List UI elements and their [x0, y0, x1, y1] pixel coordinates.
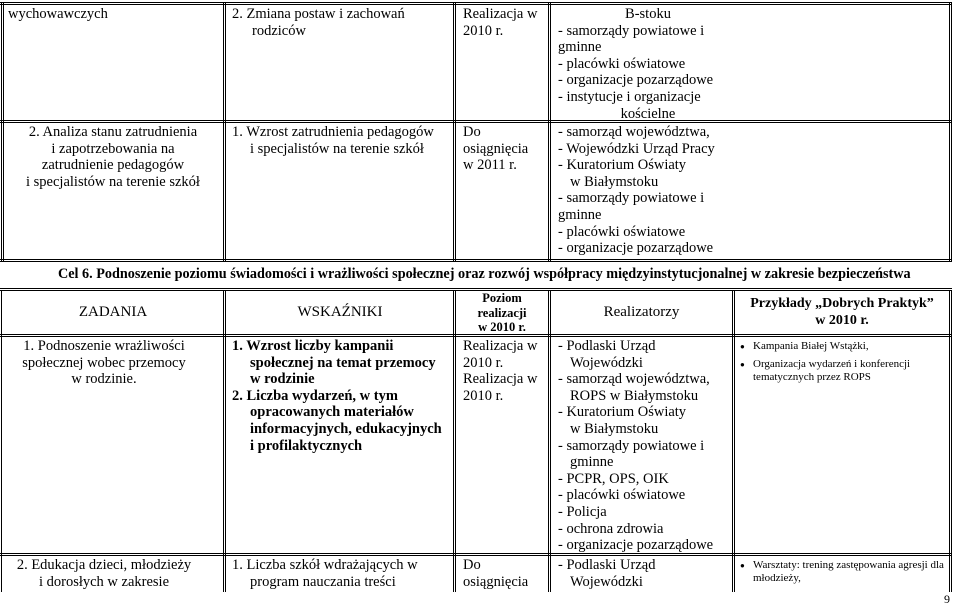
rule	[225, 290, 226, 592]
executors-cell	[558, 557, 732, 590]
rule	[0, 122, 952, 123]
rule	[453, 290, 454, 592]
text-line: - Wojewódzki Urząd Pracy	[558, 140, 715, 157]
text-line: program nauczania treści	[250, 573, 396, 590]
text-line: - ochrona zdrowia	[558, 520, 664, 537]
text-line: 1. Podnoszenie wrażliwości	[23, 338, 185, 354]
level-cell	[463, 557, 547, 590]
text-line: 2. Analiza stanu zatrudnienia	[28, 124, 198, 140]
rule	[0, 555, 952, 556]
text-line: gminne	[558, 39, 602, 56]
text-line	[735, 296, 949, 313]
rule	[548, 290, 549, 592]
text-line: zatrudnienie pedagogów	[41, 157, 185, 174]
text-line: - Podlaski Urząd	[558, 338, 656, 354]
text-line: - placówki oświatowe	[558, 223, 686, 240]
goal-heading: Cel 6. Podnoszenie poziomu świadomości i wrażliwości społecznej oraz rozwój współpracy międzyinstytucjonalnej w zakresie bezpieczeństwa	[58, 266, 911, 282]
text-line: ROPS w Białymstoku	[570, 387, 699, 404]
text-line: w 2010 r.	[478, 320, 526, 334]
rule	[550, 290, 551, 592]
text-line: w 2011 r.	[463, 157, 517, 174]
text-line: 2. Liczba wydarzeń, w tym	[232, 387, 398, 404]
level-cell	[463, 124, 547, 174]
text-line: 1. Wzrost zatrudnienia pedagogów	[232, 124, 434, 140]
executors-cell	[558, 338, 732, 554]
text-line: - Kuratorium Oświaty	[558, 157, 687, 174]
text-line: 1. Wzrost liczby kampanii	[232, 338, 394, 354]
indicator-cell	[232, 338, 452, 454]
rule	[0, 2, 952, 3]
text-line: w 2010 r.	[815, 312, 869, 328]
text-line: - placówki oświatowe	[558, 55, 686, 72]
text-line: w rodzinie	[250, 371, 315, 388]
text-line: Do	[463, 557, 481, 573]
text-line: B-stoku	[625, 6, 671, 22]
rule	[949, 2, 950, 261]
level-cell	[463, 6, 547, 39]
header-poziom	[456, 291, 548, 335]
header-wskazniki: WSKAŹNIKI	[297, 304, 383, 320]
task-cell	[4, 124, 222, 190]
text-line: 2010 r.	[463, 22, 504, 39]
rule	[455, 290, 456, 592]
text-line: - organizacje pozarządowe	[558, 240, 714, 257]
rule	[732, 290, 733, 592]
rule	[0, 336, 952, 337]
text-line: społecznej wobec przemocy	[22, 354, 186, 371]
rule	[951, 2, 952, 261]
text-line: - samorząd województwa,	[558, 124, 710, 140]
indicator-cell	[232, 124, 452, 157]
text-line: Przykłady „Dobrych Praktyk”	[750, 296, 934, 311]
rule	[0, 261, 952, 262]
task-cell	[4, 557, 204, 590]
text-line: Realizacja w	[463, 371, 538, 388]
text-line: - samorządy powiatowe i	[558, 190, 705, 207]
text-line: Realizacja w	[463, 338, 538, 354]
text-line: i zapotrzebowania na	[51, 140, 175, 157]
rule	[550, 2, 551, 261]
text-line: kościelne	[620, 105, 676, 122]
rule	[225, 2, 226, 261]
page-number: 9	[944, 592, 950, 606]
task-cell-text: wychowawczych	[8, 6, 108, 22]
text-line: osiągnięcia	[463, 573, 529, 590]
rule	[0, 259, 952, 260]
rule	[0, 120, 952, 121]
rule	[223, 2, 224, 261]
indicator-cell	[232, 6, 452, 39]
rule	[0, 553, 952, 554]
example-bullet: ● Warsztaty: trening zastępowania agresji dla młodzieży,	[740, 559, 953, 585]
rule	[223, 290, 224, 592]
text-line: - organizacje pozarządowe	[558, 537, 714, 554]
rule	[548, 2, 549, 261]
text-line: w Białymstoku	[570, 420, 659, 437]
text-line: w rodzinie.	[71, 371, 137, 388]
rule	[455, 2, 456, 261]
text-line: Wojewódzki	[570, 354, 643, 371]
text-line: realizacji	[477, 305, 527, 320]
text-line: - samorządy powiatowe i	[558, 22, 705, 39]
text-line: 2. Zmiana postaw i zachowań	[232, 6, 405, 22]
header-realizatorzy: Realizatorzy	[603, 304, 680, 320]
text-line: Wojewódzki	[570, 573, 643, 590]
text-line: 1. Liczba szkół wdrażających w	[232, 557, 418, 573]
text-line: rodziców	[252, 22, 306, 39]
text-line: informacyjnych, edukacyjnych	[250, 420, 442, 437]
rule	[734, 290, 735, 592]
rule	[453, 2, 454, 261]
text-line: - PCPR, OPS, OIK	[558, 470, 669, 487]
rule	[0, 4, 952, 5]
rule	[1, 290, 2, 592]
rule	[0, 288, 952, 289]
text-line: gminne	[558, 206, 602, 223]
text-line: - samorząd województwa,	[558, 371, 710, 388]
text-line: - Podlaski Urząd	[558, 557, 656, 573]
level-cell	[463, 338, 547, 404]
text-line: i profilaktycznych	[250, 437, 363, 454]
example-bullet: ● Organizacja wydarzeń i konferencji tematycznych przez ROPS	[740, 358, 953, 384]
text-line: społecznej na temat przemocy	[250, 354, 436, 371]
text-line: i specjalistów na terenie szkół	[250, 140, 424, 157]
text-line: Poziom	[482, 291, 522, 305]
example-bullet: ● Kampania Białej Wstążki,	[740, 340, 953, 353]
text-line: w Białymstoku	[570, 173, 659, 190]
text-line: - placówki oświatowe	[558, 487, 686, 504]
rule	[1, 2, 2, 261]
text-line: 2010 r.	[463, 387, 504, 404]
text-line: i specjalistów na terenie szkół	[26, 173, 200, 190]
header-przyklady	[735, 296, 949, 329]
rule	[951, 290, 952, 592]
text-line: - Kuratorium Oświaty	[558, 404, 687, 421]
text-line: gminne	[570, 454, 614, 471]
text-line: Do	[463, 124, 481, 140]
text-line: osiągnięcia	[463, 140, 529, 157]
text-line: - Policja	[558, 503, 607, 520]
executors-cell	[558, 124, 744, 257]
text-line: 2. Edukacja dzieci, młodzieży	[16, 557, 192, 573]
text-line: opracowanych materiałów	[250, 404, 414, 421]
executors-cell	[558, 6, 738, 122]
text-line: 2010 r.	[463, 354, 504, 371]
text-line: i dorosłych w zakresie	[38, 573, 170, 590]
text-line: - instytucje i organizacje	[558, 88, 701, 105]
text-line: - samorządy powiatowe i	[558, 437, 705, 454]
task-cell	[4, 338, 204, 388]
header-zadania: ZADANIA	[78, 304, 148, 320]
text-line: Realizacja w	[463, 6, 538, 22]
text-line: - organizacje pozarządowe	[558, 72, 714, 89]
indicator-cell	[232, 557, 452, 590]
rule	[949, 290, 950, 592]
